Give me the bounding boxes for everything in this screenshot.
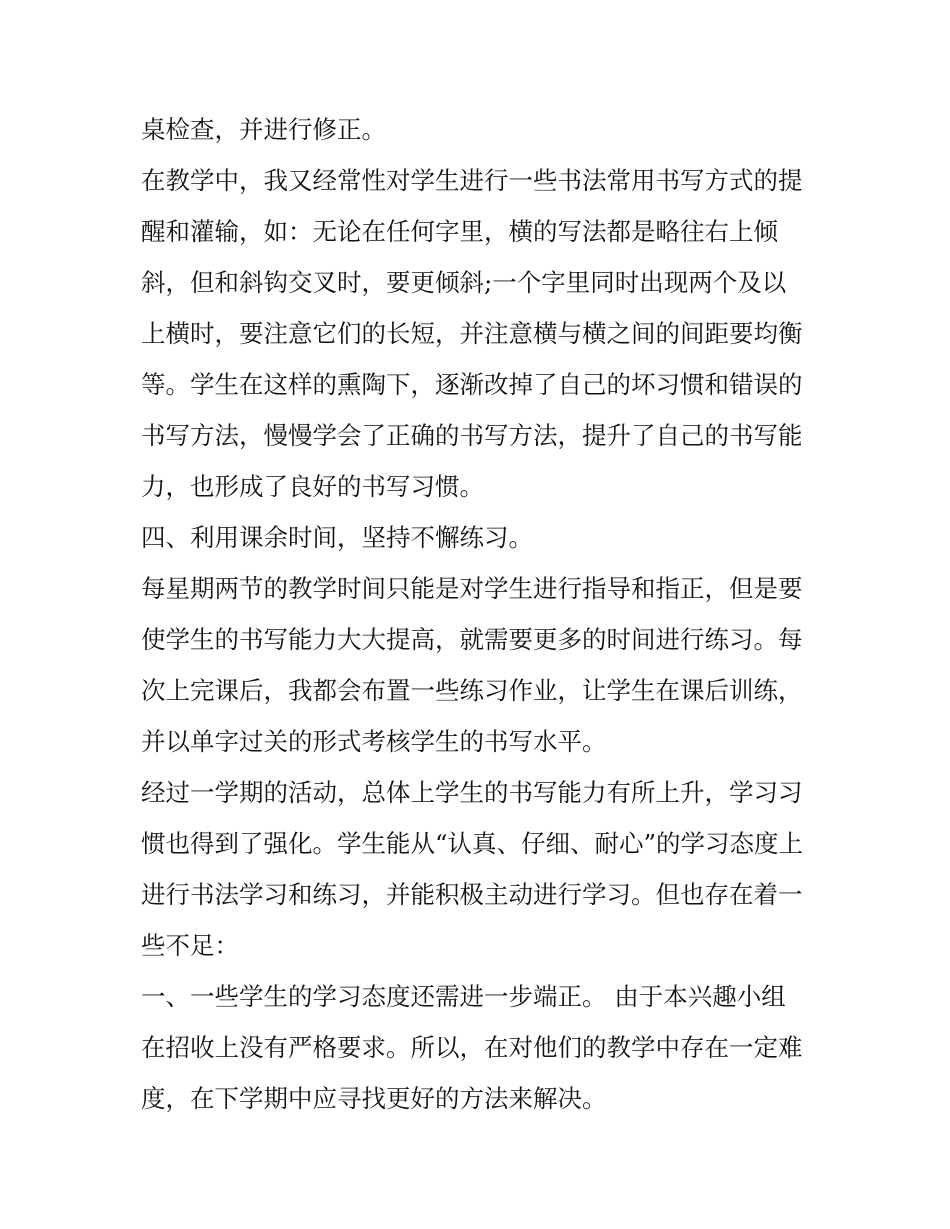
text-line: 等。学生在这样的熏陶下，逐渐改掉了自己的坏习惯和错误的 <box>141 370 803 399</box>
section-heading: 一、一些学生的学习态度还需进一步端正。 由于本兴趣小组 <box>141 982 786 1011</box>
text-line: 进行书法学习和练习，并能积极主动进行学习。但也存在着一 <box>141 880 803 909</box>
text-line: 书写方法，慢慢学会了正确的书写方法，提升了自己的书写能 <box>141 421 803 450</box>
text-line: 些不足： <box>141 931 239 960</box>
text-line: 醒和灌输，如：无论在任何字里，横的写法都是略往右上倾 <box>141 217 778 246</box>
section-heading: 四、利用课余时间，坚持不懈练习。 <box>141 523 533 552</box>
text-line: 在招收上没有严格要求。所以，在对他们的教学中存在一定难 <box>141 1033 803 1062</box>
text-line: 使学生的书写能力大大提高，就需要更多的时间进行练习。每 <box>141 625 803 654</box>
text-line: 次上完课后，我都会布置一些练习作业，让学生在课后训练， <box>141 676 803 705</box>
text-line: 每星期两节的教学时间只能是对学生进行指导和指正，但是要 <box>141 574 803 603</box>
text-line: 度，在下学期中应寻找更好的方法来解决。 <box>141 1084 607 1113</box>
text-line: 桌检查，并进行修正。 <box>141 115 386 144</box>
text-line: 经过一学期的活动，总体上学生的书写能力有所上升，学习习 <box>141 778 803 807</box>
text-line: 斜，但和斜钩交叉时，要更倾斜;一个字里同时出现两个及以 <box>141 268 787 297</box>
text-line: 并以单字过关的形式考核学生的书写水平。 <box>141 727 607 756</box>
text-line: 力，也形成了良好的书写习惯。 <box>141 472 484 501</box>
text-line: 在教学中，我又经常性对学生进行一些书法常用书写方式的提 <box>141 166 803 195</box>
text-line: 上横时，要注意它们的长短，并注意横与横之间的间距要均衡 <box>141 319 803 348</box>
text-line: 惯也得到了强化。学生能从“认真、仔细、耐心”的学习态度上 <box>141 829 804 858</box>
